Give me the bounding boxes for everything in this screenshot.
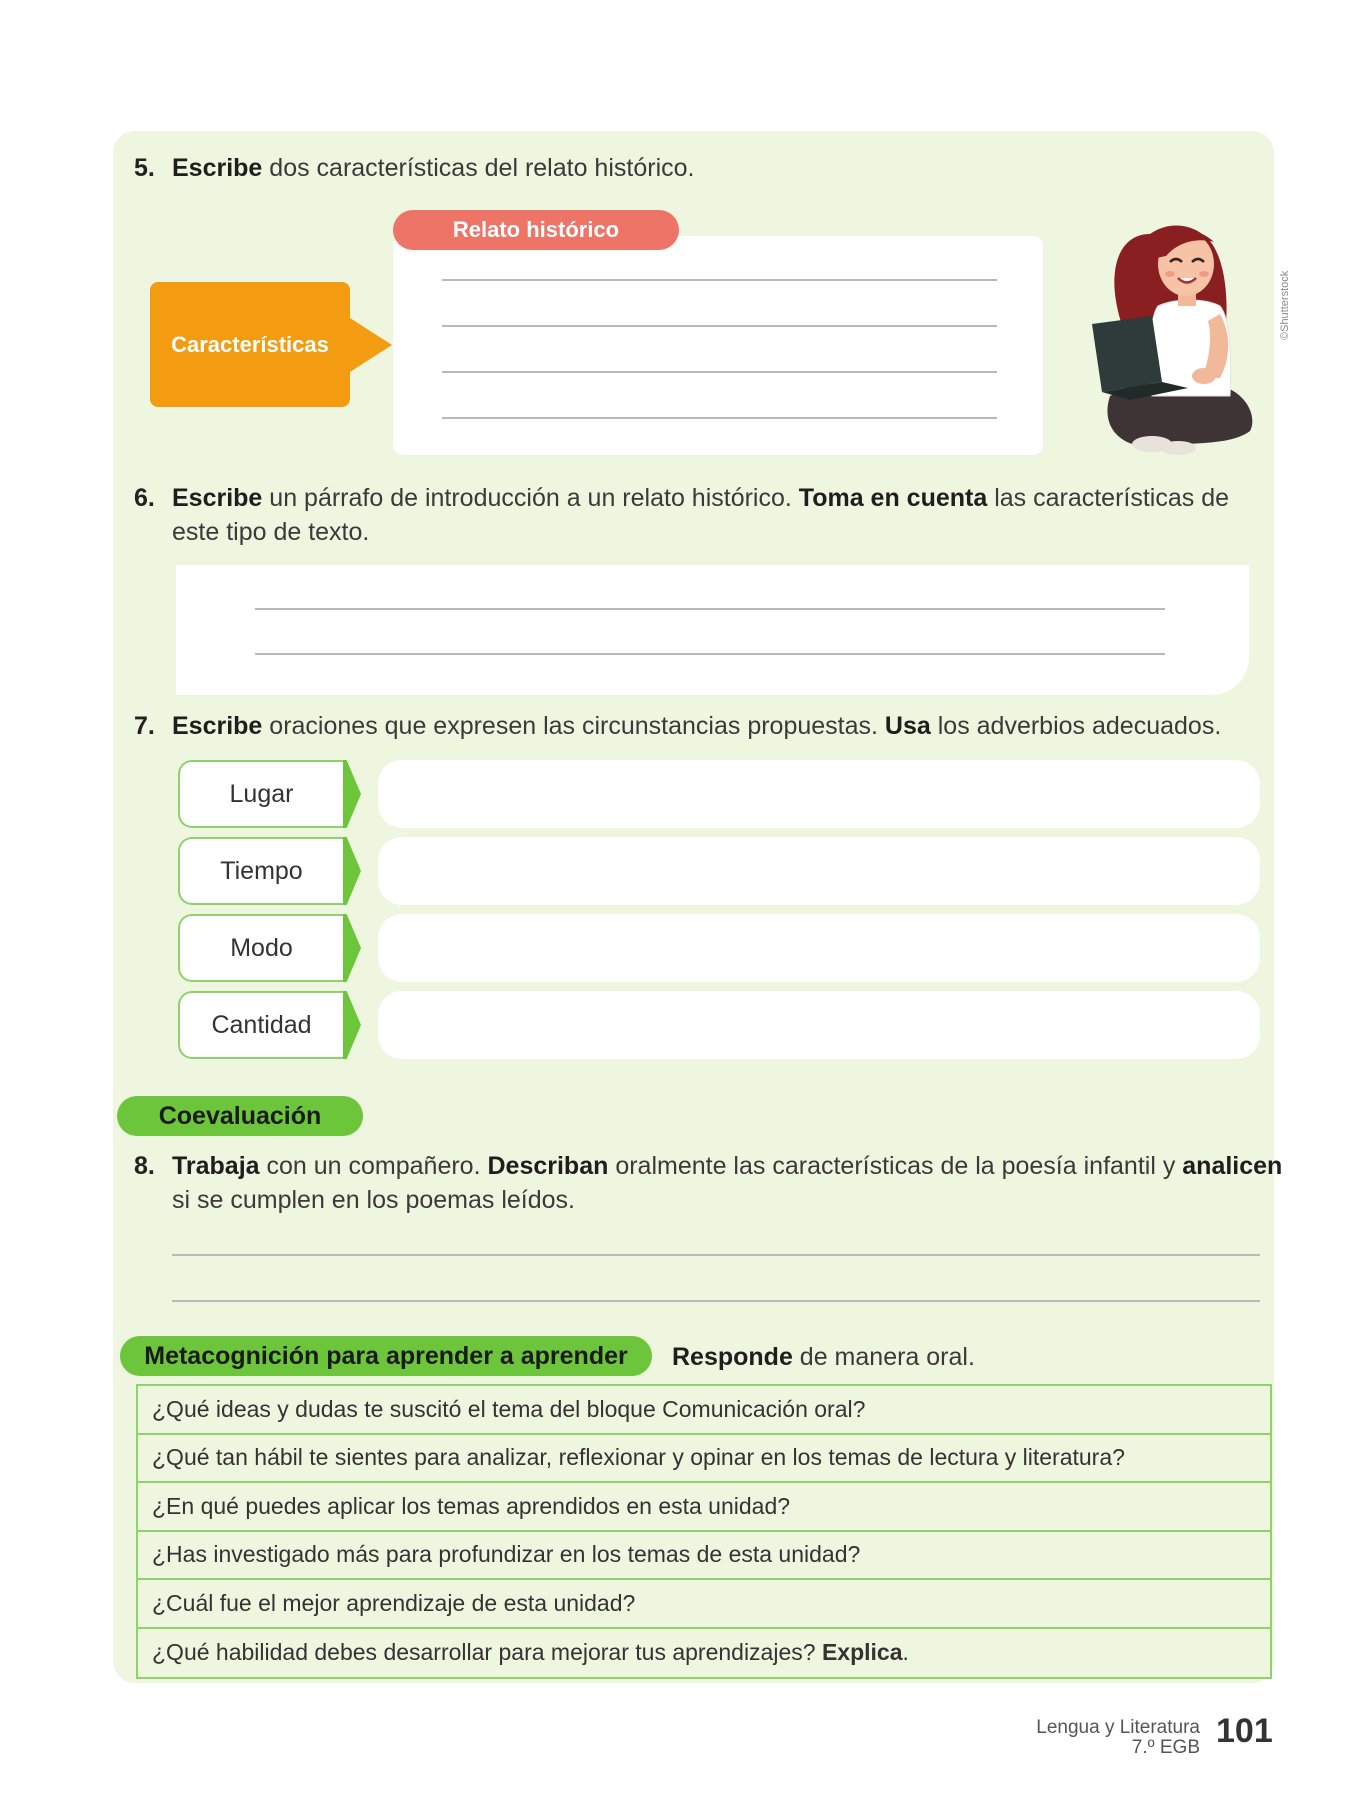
answer-line[interactable] <box>442 279 997 281</box>
instruction-text: este tipo de texto. <box>172 518 370 546</box>
answer-line[interactable] <box>442 325 997 327</box>
instruction-text: los adverbios adecuados. <box>930 712 1222 740</box>
instruction-text: oralmente las características de la poesía infantil y <box>608 1152 1183 1180</box>
label-lugar: Lugar <box>178 760 343 828</box>
question-row: ¿Cuál fue el mejor aprendizaje de esta unidad? <box>138 1580 1270 1629</box>
question-number: 7. <box>134 712 155 740</box>
question-row: ¿Qué ideas y dudas te suscitó el tema del bloque Comunicación oral? <box>138 1386 1270 1435</box>
answer-line[interactable] <box>442 371 997 373</box>
instruction-verb: Describan <box>487 1152 609 1180</box>
metacognicion-questions-table <box>136 1384 1272 1679</box>
subject-name: Lengua y Literatura <box>1036 1717 1200 1738</box>
instruction-text: dos características del relato histórico. <box>262 154 695 182</box>
instruction-text: un párrafo de introducción a un relato histórico. <box>262 484 799 512</box>
instruction-verb: analicen <box>1182 1152 1283 1180</box>
coevaluacion-pill: Coevaluación <box>117 1096 363 1136</box>
label-cantidad: Cantidad <box>178 991 343 1059</box>
instruction-verb: Escribe <box>172 154 263 182</box>
question-end: . <box>902 1639 909 1666</box>
instruction-verb: Usa <box>884 712 931 740</box>
question-number: 5. <box>134 154 155 182</box>
answer-line[interactable] <box>255 653 1165 655</box>
answer-line[interactable] <box>172 1300 1260 1302</box>
grade-label: 7.º EGB <box>1131 1737 1200 1758</box>
answer-field-lugar[interactable] <box>378 760 1260 828</box>
answer-field-cantidad[interactable] <box>378 991 1260 1059</box>
instruction-verb: Explica <box>821 1639 903 1666</box>
page-number: 101 <box>1216 1712 1273 1750</box>
label-tiempo: Tiempo <box>178 837 343 905</box>
question-row-last <box>138 1629 1270 1678</box>
instruction-text: con un compañero. <box>259 1152 488 1180</box>
instruction-verb: Escribe <box>172 484 263 512</box>
relato-historico-pill: Relato histórico <box>393 210 679 250</box>
instruction-text: de manera oral. <box>792 1343 975 1371</box>
answer-field-tiempo[interactable] <box>378 837 1260 905</box>
question-row: ¿Has investigado más para profundizar en los temas de esta unidad? <box>138 1532 1270 1581</box>
instruction-verb: Responde <box>672 1343 793 1371</box>
question-number: 6. <box>134 484 155 512</box>
answer-line[interactable] <box>172 1254 1260 1256</box>
question-text: ¿Qué habilidad debes desarrollar para mejorar tus aprendizajes? <box>152 1639 822 1666</box>
label-modo: Modo <box>178 914 343 982</box>
relato-answer-box <box>393 236 1043 455</box>
arrow-right-icon <box>350 318 392 372</box>
question-number: 8. <box>134 1152 155 1180</box>
instruction-text: si se cumplen en los poemas leídos. <box>172 1186 575 1214</box>
instruction-verb: Trabaja <box>172 1152 260 1180</box>
image-credit: ©Shutterstock <box>1279 270 1291 340</box>
question-row: ¿En qué puedes aplicar los temas aprendidos en esta unidad? <box>138 1483 1270 1532</box>
paragraph-answer-box <box>176 565 1249 695</box>
metacognicion-pill: Metacognición para aprender a aprender <box>120 1336 652 1376</box>
answer-line[interactable] <box>255 608 1165 610</box>
answer-field-modo[interactable] <box>378 914 1260 982</box>
instruction-verb: Escribe <box>172 712 263 740</box>
girl-with-laptop-illustration <box>1080 206 1260 456</box>
caracteristicas-box: Características <box>150 282 350 407</box>
footer-subject <box>1036 1718 1200 1758</box>
instruction-text: las características de <box>987 484 1230 512</box>
instruction-text: oraciones que expresen las circunstancias propuestas. <box>262 712 885 740</box>
metacognicion-instruction <box>672 1340 975 1374</box>
instruction-verb: Toma en cuenta <box>798 484 988 512</box>
answer-line[interactable] <box>442 417 997 419</box>
question-row: ¿Qué tan hábil te sientes para analizar, reflexionar y opinar en los temas de lectura y literatura? <box>138 1435 1270 1484</box>
